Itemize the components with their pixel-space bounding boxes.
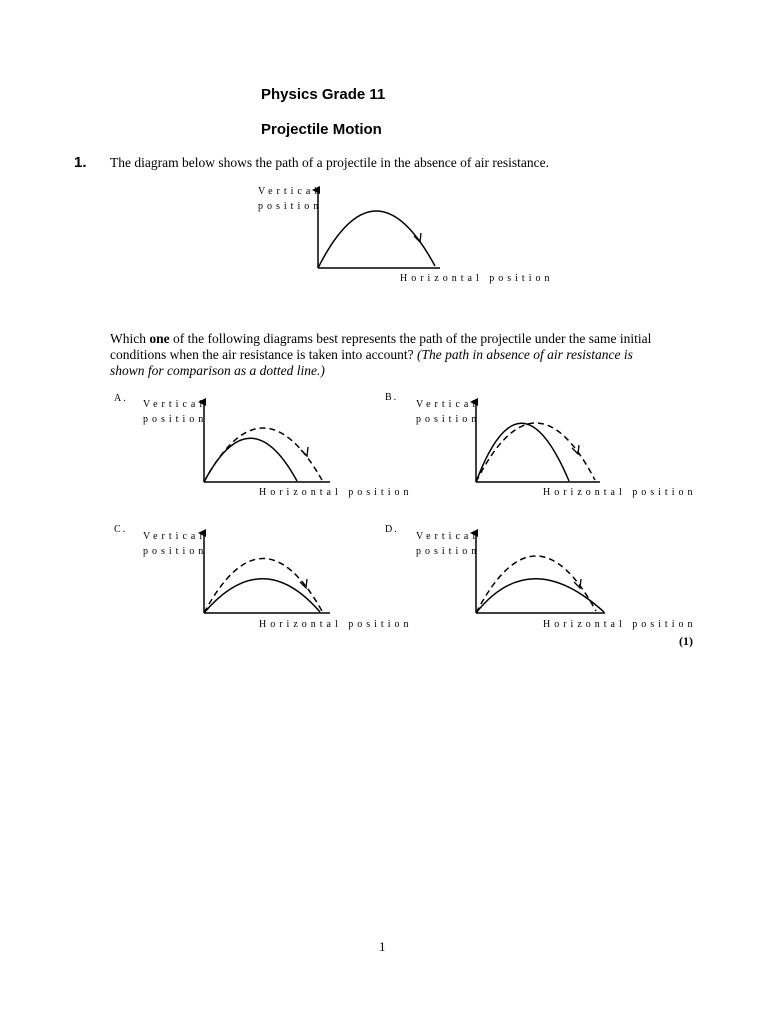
main-horizontal-label: Horizontal position bbox=[400, 273, 554, 284]
option-b-horizontal-label: Horizontal position bbox=[543, 487, 697, 498]
prompt-emphasis: one bbox=[149, 331, 170, 346]
option-c-letter: C. bbox=[114, 524, 128, 535]
page-number: 1 bbox=[379, 939, 386, 954]
option-a-vertical-label: Vertical position bbox=[143, 399, 208, 425]
option-b-vertical-label: Vertical position bbox=[416, 399, 481, 425]
option-d-letter: D. bbox=[385, 524, 399, 535]
question-prompt: Which one of the following diagrams best represents the path of the projectile under the same initial conditions when the air resistance is taken into account? (The path in absence of air resistance is shown for comparison as a dotted line.) bbox=[110, 331, 652, 378]
question-intro: The diagram below shows the path of a projectile in the absence of air resistance. bbox=[110, 155, 549, 170]
question-number: 1. bbox=[74, 154, 87, 171]
option-b-letter: B. bbox=[385, 392, 399, 403]
option-c-horizontal-label: Horizontal position bbox=[259, 619, 413, 630]
option-d-solid-curve bbox=[476, 579, 604, 613]
marks-indicator: (1) bbox=[679, 634, 693, 648]
option-a-letter: A. bbox=[114, 393, 128, 404]
option-d-vertical-label: Vertical position bbox=[416, 531, 481, 557]
option-d-horizontal-label: Horizontal position bbox=[543, 619, 697, 630]
option-d-dashed-curve bbox=[476, 556, 596, 613]
main-vertical-label: Vertical position bbox=[258, 186, 323, 212]
option-a-horizontal-label: Horizontal position bbox=[259, 487, 413, 498]
page-title: Physics Grade 11 bbox=[261, 86, 386, 103]
prompt-note: (The path in absence of air resistance is shown for comparison as a dotted line.) bbox=[110, 347, 633, 378]
page-subtitle: Projectile Motion bbox=[261, 121, 382, 138]
option-c-vertical-label: Vertical position bbox=[143, 531, 208, 557]
